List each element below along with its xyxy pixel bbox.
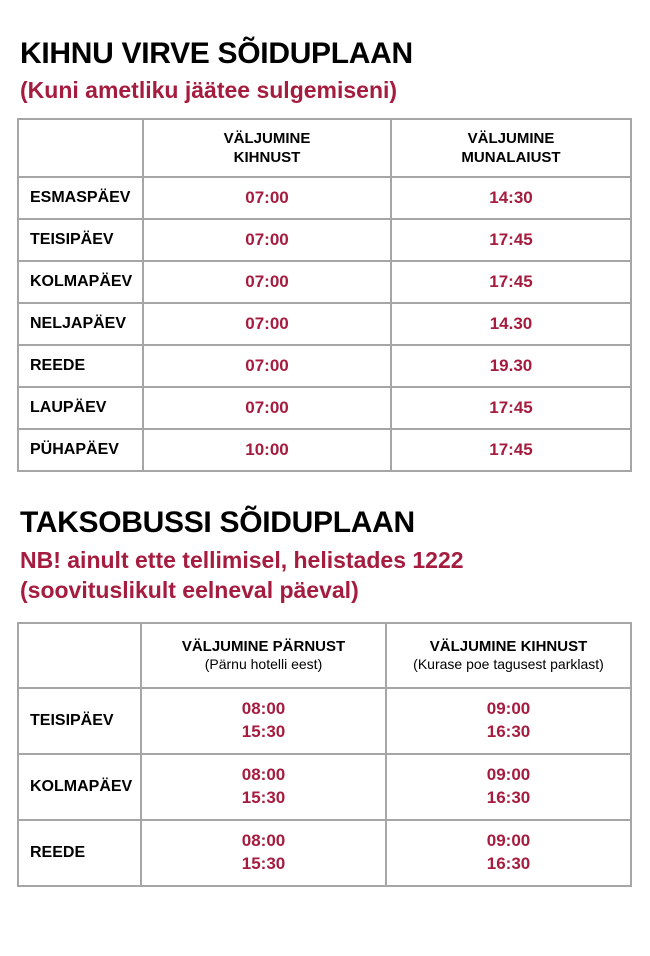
schedule-page [0, 37, 650, 887]
ferry-munalaiu-column-header [391, 119, 631, 177]
table-row [18, 754, 631, 820]
column-header-title: VÄLJUMINE [223, 129, 311, 147]
departure-time: 16:30 [486, 853, 531, 873]
departure-time: 07:00 [143, 177, 391, 219]
departure-time: 17:45 [391, 429, 631, 471]
departure-time: 07:00 [143, 303, 391, 345]
day-label: LAUPÄEV [18, 387, 143, 429]
day-label: KOLMAPÄEV [18, 261, 143, 303]
departure-time: 08:00 [241, 764, 286, 784]
departure-time: 14.30 [391, 303, 631, 345]
departure-times [386, 688, 631, 754]
taxi-booking-note-2: (soovituslikult eelneval päeval) [20, 576, 359, 603]
column-header-subtitle: KIHNUST [233, 149, 301, 167]
taxi-day-column-header [18, 623, 141, 688]
departure-times [141, 754, 386, 820]
departure-time: 07:00 [143, 261, 391, 303]
day-label: REEDE [18, 820, 141, 886]
day-label: NELJAPÄEV [18, 303, 143, 345]
departure-time: 09:00 [486, 764, 531, 784]
departure-time: 07:00 [143, 345, 391, 387]
day-label: TEISIPÄEV [18, 219, 143, 261]
ferry-day-column-header [18, 119, 143, 177]
ferry-schedule-subtitle: (Kuni ametliku jäätee sulgemiseni) [20, 77, 398, 103]
departure-times [141, 688, 386, 754]
departure-time: 08:00 [241, 830, 286, 850]
departure-time: 17:45 [391, 387, 631, 429]
departure-time: 16:30 [486, 721, 531, 741]
departure-time: 17:45 [391, 219, 631, 261]
table-row [18, 688, 631, 754]
taxi-schedule-table [17, 622, 632, 887]
taxi-parnu-column-header [141, 623, 386, 688]
table-row [18, 219, 631, 261]
column-header-title: VÄLJUMINE PÄRNUST [181, 637, 346, 655]
departure-time: 19.30 [391, 345, 631, 387]
taxi-schedule-title: TAKSOBUSSI SÕIDUPLAAN [20, 506, 415, 540]
day-label: TEISIPÄEV [18, 688, 141, 754]
taxi-table-header-row [18, 623, 631, 688]
taxi-booking-note: NB! ainult ette tellimisel, helistades 1222 [20, 547, 464, 574]
departure-time: 07:00 [143, 387, 391, 429]
table-row [18, 820, 631, 886]
departure-time: 15:30 [241, 853, 286, 873]
departure-times [386, 820, 631, 886]
ferry-kihnust-column-header [143, 119, 391, 177]
day-label: ESMASPÄEV [18, 177, 143, 219]
departure-time: 10:00 [143, 429, 391, 471]
departure-times [386, 754, 631, 820]
column-header-title: VÄLJUMINE [467, 129, 555, 147]
table-row [18, 387, 631, 429]
departure-time: 07:00 [143, 219, 391, 261]
departure-time: 14:30 [391, 177, 631, 219]
departure-time: 09:00 [486, 830, 531, 850]
taxi-kihnu-column-header [386, 623, 631, 688]
departure-time: 16:30 [486, 787, 531, 807]
day-label: PÜHAPÄEV [18, 429, 143, 471]
departure-time: 15:30 [241, 721, 286, 741]
column-header-subtitle: MUNALAIUST [461, 149, 561, 167]
departure-times [141, 820, 386, 886]
departure-time: 17:45 [391, 261, 631, 303]
departure-time: 08:00 [241, 698, 286, 718]
day-label: REEDE [18, 345, 143, 387]
table-row [18, 429, 631, 471]
table-row [18, 303, 631, 345]
column-header-subtitle: (Pärnu hotelli eest) [204, 656, 323, 673]
ferry-table-header-row [18, 119, 631, 177]
departure-time: 15:30 [241, 787, 286, 807]
table-row [18, 345, 631, 387]
ferry-schedule-title: KIHNU VIRVE SÕIDUPLAAN [20, 37, 413, 70]
table-row [18, 261, 631, 303]
day-label: KOLMAPÄEV [18, 754, 141, 820]
table-row [18, 177, 631, 219]
departure-time: 09:00 [486, 698, 531, 718]
column-header-subtitle: (Kurase poe tagusest parklast) [413, 656, 604, 673]
ferry-schedule-table [17, 118, 632, 472]
column-header-title: VÄLJUMINE KIHNUST [429, 637, 588, 655]
